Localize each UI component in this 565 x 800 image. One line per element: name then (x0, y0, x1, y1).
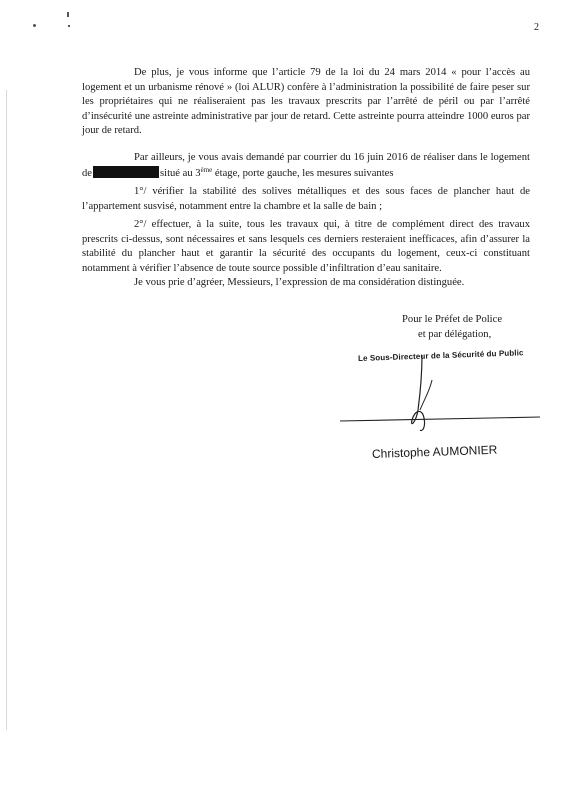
handwritten-signature (340, 350, 540, 450)
page-number: 2 (534, 22, 539, 33)
scan-mark (33, 24, 36, 27)
signature-line-delegation: et par délégation, (418, 329, 492, 340)
paragraph-closing: Je vous prie d’agréer, Messieurs, l’expression de ma considération distinguée. (134, 277, 465, 288)
paragraph-mesures: Par ailleurs, je vous avais demandé par courrier du 16 juin 2016 de réaliser dans le logement de situé au 3ème étage, porte gauche, les mesures suivantes (82, 152, 530, 179)
scan-mark (67, 12, 69, 17)
paragraph-mesure-2: 2°/ effectuer, à la suite, tous les travaux qui, à titre de complément direct des travaux prescrits ci-dessus, sont nécessaires et sans lesquels ces derniers resteraient inefficaces, afin d’assurer la stabilité du plancher haut et garantir la sécurité des occupants du logement, ceux-ci constituant notamment à vérifier l’absence de toute source possible d’infiltration d’eau sanitaire. (82, 219, 530, 274)
paragraph-mesure-1: 1°/ vérifier la stabilité des solives métalliques et des sous faces de plancher haut de l’appartement susvisé, notamment entre la chambre et la salle de bain ; (82, 186, 530, 212)
scan-edge (6, 90, 7, 730)
stamp-title: Le Sous-Directeur de la Sécurité du Public (357, 348, 524, 363)
redacted-block (93, 166, 159, 178)
scan-mark (68, 25, 70, 27)
paragraph-astreinte: De plus, je vous informe que l’article 79 de la loi du 24 mars 2014 « pour l’accès au logement et un urbanisme rénové » (loi ALUR) confère à l’administration la possibilité de faire peser sur les propriétaires qui ne réaliseraient pas les travaux prescrits par l’arrêté de péril ou par l’arrêté d’insécurité une astreinte administrative par jour de retard. Cette astreinte pourra atteindre 1000 euros par jour de retard. (82, 67, 530, 137)
signature-line-prefet: Pour le Préfet de Police (402, 314, 503, 325)
signer-name: Christophe AUMONIER (371, 442, 498, 461)
